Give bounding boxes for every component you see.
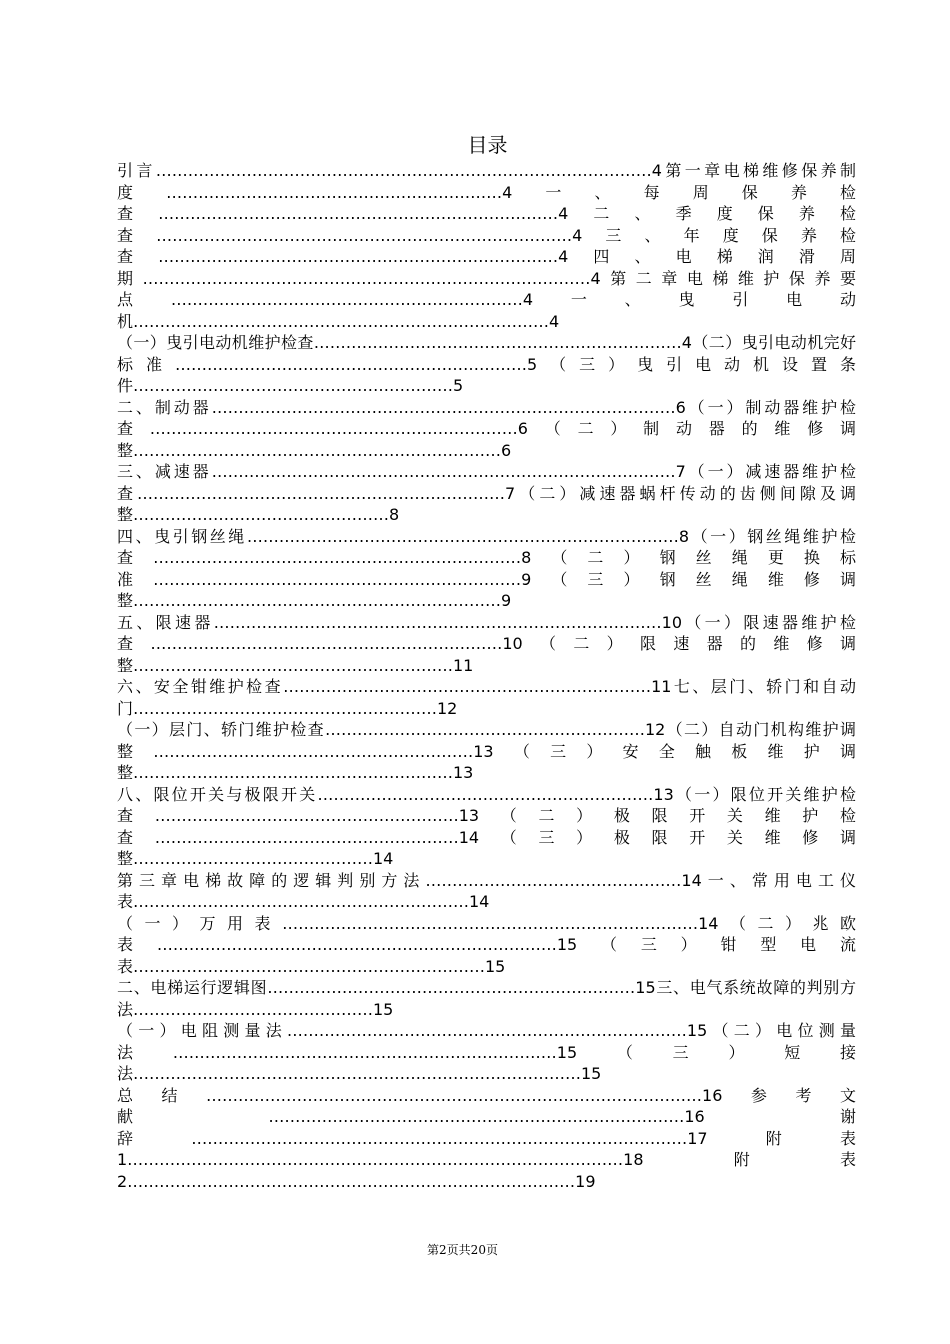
toc-paragraph: 六、安全钳维护检查……………………………………………………………11七、层门、轿门和自动门…………………………………………………12 <box>117 677 856 718</box>
toc-body <box>117 160 856 1192</box>
toc-paragraph: （一）曳引电动机维护检查……………………………………………………………4（二）曳引电动机完好标准…………………………………………………………5（三）曳引电动机设置条件……………………………………………………5 <box>117 333 856 395</box>
toc-paragraph: 第三章电梯故障的逻辑判别方法…………………………………………14一、常用电工仪表………………………………………………………14 <box>117 870 856 911</box>
toc-paragraph: 总结…………………………………………………………………………………16参考文献……………………………………………………………………16谢辞…………………………………………………………………………………17附表1…………………………………………………………………………………18附表2…………………………………………………………………………19 <box>117 1085 856 1191</box>
toc-paragraph: （一）电阻测量法…………………………………………………………………15（二）电位测量法………………………………………………………………15（三）短接法…………………………………………………………………………15 <box>117 1021 856 1083</box>
toc-paragraph: 二、电梯运行逻辑图……………………………………………………………15三、电气系统故障的判别方法………………………………………15 <box>117 978 856 1019</box>
toc-paragraph: 四、曳引钢丝绳………………………………………………………………………8（一）钢丝绳维护检查……………………………………………………………8（二）钢丝绳更换标准……………………………………………………………9（三）钢丝绳维修调整……………………………………………………………9 <box>117 526 856 610</box>
toc-title: 目录 <box>467 133 508 157</box>
toc-paragraph: 八、限位开关与极限开关………………………………………………………13（一）限位开关维护检查…………………………………………………13（二）极限开关维护检查…………………………………………………14（三）极限开关维修调整………………………………………14 <box>117 784 856 868</box>
toc-paragraph: 三、减速器……………………………………………………………………………7（一）减速器维护检查……………………………………………………………7（二）减速器蜗杆传动的齿侧间隙及调整…………………………………………8 <box>117 462 856 524</box>
toc-paragraph: 引言…………………………………………………………………………………4第一章电梯维修保养制度………………………………………………………4一、每周保养检查…………………………………………………………………4二、季度保养检查……………………………………………………………………4三、年度保养检查…………………………………………………………………4四、电梯润滑周期…………………………………………………………………………4第二章电梯维护保养要点…………………………………………………………4一、曳引电动机……………………………………………………………………4 <box>117 161 856 331</box>
page-footer: 第2页共20页 <box>427 1243 498 1257</box>
toc-paragraph: （一）层门、轿门维护检查……………………………………………………12（二）自动门机构维护调整……………………………………………………13（三）安全触板维护调整……………………………………………………13 <box>117 720 856 782</box>
toc-paragraph: 二、制动器……………………………………………………………………………6（一）制动器维护检查……………………………………………………………6（二）制动器的维修调整……………………………………………………………6 <box>117 397 856 460</box>
toc-paragraph: （一）万用表……………………………………………………………………14（二）兆欧表…………………………………………………………………15（三）钳型电流表…………………………………………………………15 <box>117 913 856 976</box>
toc-paragraph: 五、限速器…………………………………………………………………………10（一）限速器维护检查…………………………………………………………10（二）限速器的维修调整……………………………………………………11 <box>117 612 856 675</box>
